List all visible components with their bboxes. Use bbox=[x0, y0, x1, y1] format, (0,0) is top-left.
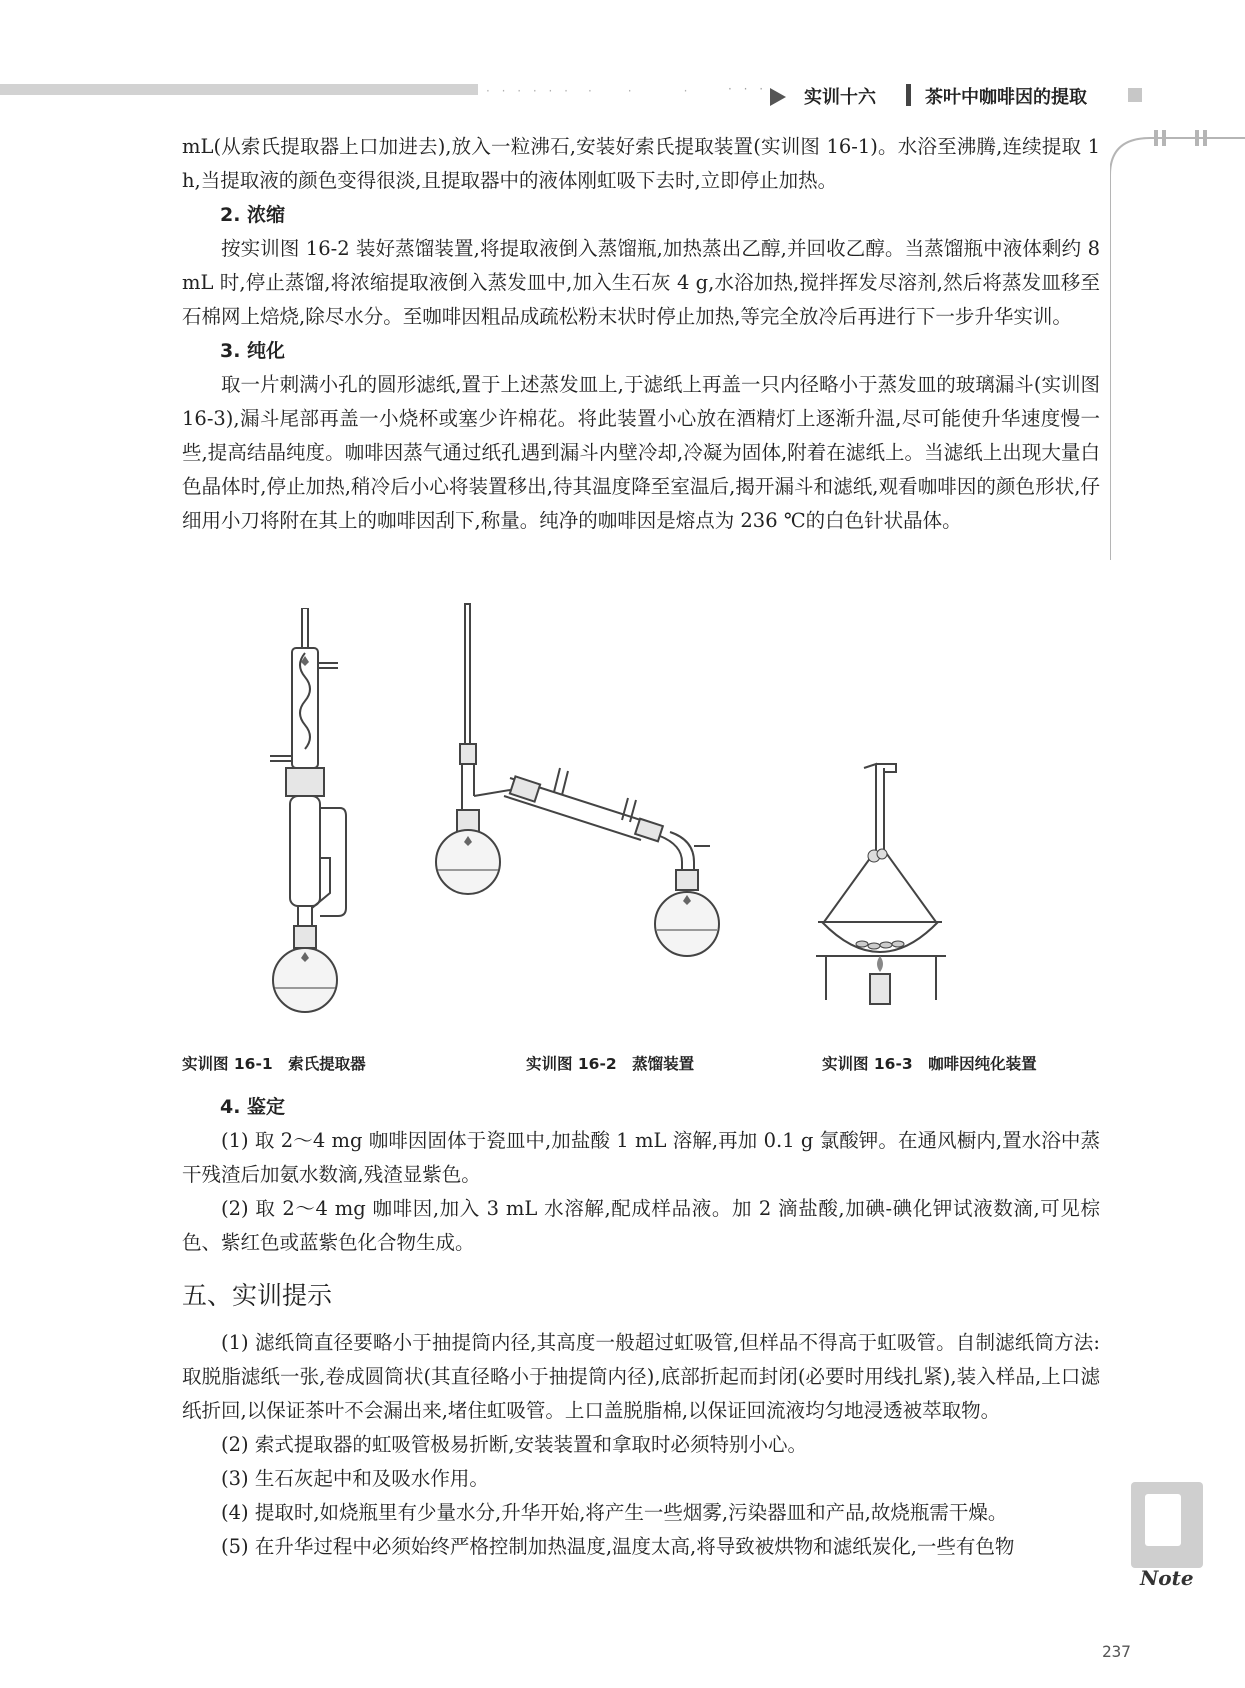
tip-3: (3) 生石灰起中和及吸水作用。 bbox=[221, 1467, 489, 1490]
paragraph-intro: mL(从索氏提取器上口加进去),放入一粒沸石,安装好索氏提取装置(实训图 16-1)。水浴至沸腾,连续提取 1 h,当提取液的颜色变得很淡,且提取器中的液体刚虹吸下去时,立即停止加热。 bbox=[182, 135, 1100, 192]
header-decor-dots-2: · · · bbox=[728, 82, 768, 96]
heading-concentrate: 2. 浓缩 bbox=[220, 204, 286, 226]
heading-purify: 3. 纯化 bbox=[220, 340, 286, 362]
soxhlet-extractor-figure bbox=[242, 608, 362, 1038]
margin-decor bbox=[1110, 130, 1245, 560]
page-number: 237 bbox=[1102, 1642, 1131, 1661]
heading-identify: 4. 鉴定 bbox=[220, 1096, 286, 1118]
tip-4: (4) 提取时,如烧瓶里有少量水分,升华开始,将产生一些烟雾,污染器皿和产品,故烧瓶需干燥。 bbox=[221, 1501, 1008, 1524]
note-label: Note bbox=[1140, 1566, 1194, 1590]
header-separator bbox=[906, 84, 911, 106]
header-title: 茶叶中咖啡因的提取 bbox=[925, 87, 1087, 108]
header-square-icon bbox=[1128, 88, 1142, 102]
paragraph-concentrate: 按实训图 16-2 装好蒸馏装置,将提取液倒入蒸馏瓶,加热蒸出乙醇,并回收乙醇。当蒸馏瓶中液体剩约 8 mL 时,停止蒸馏,将浓缩提取液倒入蒸发皿中,加入生石灰 4 g,水浴加热,搅拌挥发尽溶剂,然后将蒸发皿移至石棉网上焙烧,除尽水分。至咖啡因粗品成疏松粉末状时停止加热,等完全放冷后再进行下一步升华实训。 bbox=[182, 237, 1100, 328]
sublimation-apparatus-figure bbox=[812, 760, 952, 1050]
figures-row bbox=[182, 600, 1100, 1080]
tip-5: (5) 在升华过程中必须始终严格控制加热温度,温度太高,将导致被烘物和滤纸炭化,一些有色物 bbox=[221, 1535, 1015, 1558]
body-top bbox=[182, 130, 1100, 538]
header-decor-dots: · · · · · · · · · bbox=[486, 84, 692, 98]
header-arrow-icon bbox=[770, 88, 786, 106]
header-chapter: 实训十六 bbox=[804, 87, 876, 108]
note-icon bbox=[1131, 1482, 1203, 1568]
paragraph-identify-1: (1) 取 2～4 mg 咖啡因固体于瓷皿中,加盐酸 1 mL 溶解,再加 0.1 g 氯酸钾。在通风橱内,置水浴中蒸干残渣后加氨水数滴,残渣显紫色。 bbox=[182, 1129, 1100, 1186]
distillation-apparatus-figure bbox=[432, 600, 732, 1040]
figure-caption-2: 实训图 16-2 蒸馏装置 bbox=[526, 1055, 695, 1073]
heading-tips: 五、实训提示 bbox=[182, 1281, 333, 1310]
paragraph-purify: 取一片刺满小孔的圆形滤纸,置于上述蒸发皿上,于滤纸上再盖一只内径略小于蒸发皿的玻璃漏斗(实训图 16-3),漏斗尾部再盖一小烧杯或塞少许棉花。将此装置小心放在酒精灯上逐渐升温,尽可能使升华速度慢一些,提高结晶纯度。咖啡因蒸气通过纸孔遇到漏斗内壁冷却,冷凝为固体,附着在滤纸上。当滤纸上出现大量白色晶体时,停止加热,稍冷后小心将装置移出,待其温度降至室温后,揭开漏斗和滤纸,观看咖啡因的颜色形状,仔细用小刀将附在其上的咖啡因刮下,称量。纯净的咖啡因是熔点为 236 ℃的白色针状晶体。 bbox=[182, 373, 1100, 532]
tip-1: (1) 滤纸筒直径要略小于抽提筒内径,其高度一般超过虹吸管,但样品不得高于虹吸管。自制滤纸筒方法:取脱脂滤纸一张,卷成圆筒状(其直径略小于抽提筒内径),底部折起而封闭(必要时用线扎紧),装入样品,上口滤纸折回,以保证茶叶不会漏出来,堵住虹吸管。上口盖脱脂棉,以保证回流液均匀地浸透被萃取物。 bbox=[182, 1331, 1100, 1422]
header-decor-bar bbox=[0, 84, 478, 95]
figure-caption-1: 实训图 16-1 索氏提取器 bbox=[182, 1055, 366, 1073]
figure-caption-3: 实训图 16-3 咖啡因纯化装置 bbox=[822, 1055, 1037, 1073]
body-bottom bbox=[182, 1090, 1100, 1564]
paragraph-identify-2: (2) 取 2～4 mg 咖啡因,加入 3 mL 水溶解,配成样品液。加 2 滴盐酸,加碘-碘化钾试液数滴,可见棕色、紫红色或蓝紫色化合物生成。 bbox=[182, 1197, 1100, 1254]
tip-2: (2) 索式提取器的虹吸管极易折断,安装装置和拿取时必须特别小心。 bbox=[221, 1433, 808, 1456]
